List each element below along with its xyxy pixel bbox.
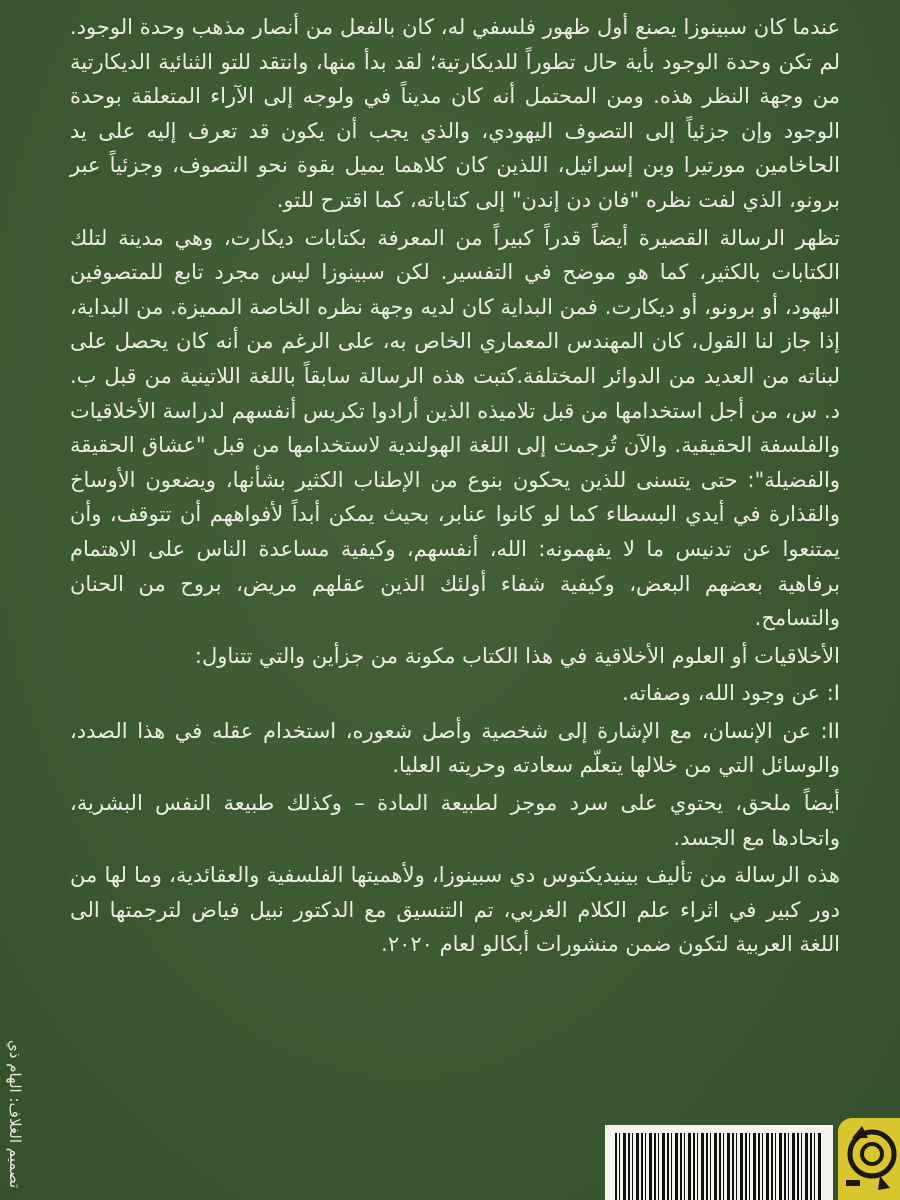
list-item-2: II: عن الإنسان، مع الإشارة إلى شخصية وأصل شعوره، استخدام عقله في هذا الصدد، والوسائل التي من خلالها يتعلّم سعادته وحريته العليا. <box>70 718 840 778</box>
barcode <box>605 1125 833 1200</box>
closing-paragraph: هذه الرسالة من تأليف بينيديكتوس دي سبينوزا، ولأهميتها الفلسفية والعقائدية، وما لها من دور كبير في اثراء علم الكلام الغربي، تم التنسيق مع الدكتور نبيل فياض لترجمتها الى اللغة العربية لتكون ضمن منشورات أبكالو لعام ٢٠٢٠. <box>70 863 840 957</box>
paragraph-2: تظهر الرسالة القصيرة أيضاً قدراً كبيراً من المعرفة بكتابات ديكارت، وهي مدينة لتلك الكتابات بالكثير، كما هو موضح في التفسير. لكن سبينوزا ليس مجرد تابع للمتصوفين اليهود، أو برونو، أو ديكارت. فمن البداية كان لديه وجهة نظره الخاصة المميزة. من البداية، إذا جاز لنا القول، كان المهندس المعماري الخاص به، على الرغم من أنه كان يحصل على لبناته من العديد من الدوائر المختلفة.كتبت هذه الرسالة سابقاً باللغة اللاتينية من قبل ب. د. س، من أجل استخدامها من قبل تلاميذه الذين أرادوا تكريس أنفسهم لدراسة الأخلاقيات والفلسفة الحقيقية. والآن تُرجمت إلى اللغة الهولندية لاستخدامها من قبل "عشاق الحقيقة والفضيلة": حتى يتسنى للذين يحكون بنوع من الإطناب الكثير بشأنها، ويضعون الأوساخ والقذارة في أيدي البسطاء كما لو كانوا عنابر، بحيث يمكن أبداً لأفواههم أن تتوقف، وأن يمتنعوا عن تدنيس ما لا يفهمونه: الله، أنفسهم، وكيفية مساعدة الناس على الاهتمام برفاهية بعضهم البعض، وكيفية شفاء أولئك الذين عقلهم مريض، بروح من الحنان والتسامح. <box>70 225 840 631</box>
list-item-1: I: عن وجود الله، وصفاته. <box>622 681 840 706</box>
list-item-3: أيضاً ملحق، يحتوي على سرد موجز لطبيعة المادة – وكذلك طبيعة النفس البشرية، واتحادها مع الجسد. <box>70 791 840 850</box>
intro-line: الأخلاقيات أو العلوم الأخلاقية في هذا الكتاب مكونة من جزأين والتي تتناول: <box>194 643 840 668</box>
paragraph-1: عندما كان سبينوزا يصنع أول ظهور فلسفي له، كان بالفعل من أنصار مذهب وحدة الوجود. لم تكن وحدة الوجود بأية حال تطوراً للديكارتية؛ لقد بدأ منها، وانتقد للتو الثنائية الديكارتية من وجهة النظر هذه. ومن المحتمل أنه كان مديناً في ولوجه إلى الآراء المتعلقة بوحدة الوجود وإن جزئياً إلى التصوف اليهودي، والذي يجب أن يكون قد تعرف إليه على يد الحاخامين مورتيرا وبن إسرائيل، اللذين كان كلاهما يميل بقوة نحو التصوف، وجزئياً عبر برونو، الذي لفت نظره "فان دن إندن" إلى كتاباته، كما اقترح للتو. <box>70 15 840 212</box>
barcode-bars <box>615 1133 823 1200</box>
publisher-logo <box>838 1118 900 1200</box>
cover-design-credit: تصميم الغلاف: الهام ذي <box>6 1040 24 1189</box>
blurb-text <box>70 10 840 965</box>
publisher-logo-icon <box>838 1118 900 1200</box>
